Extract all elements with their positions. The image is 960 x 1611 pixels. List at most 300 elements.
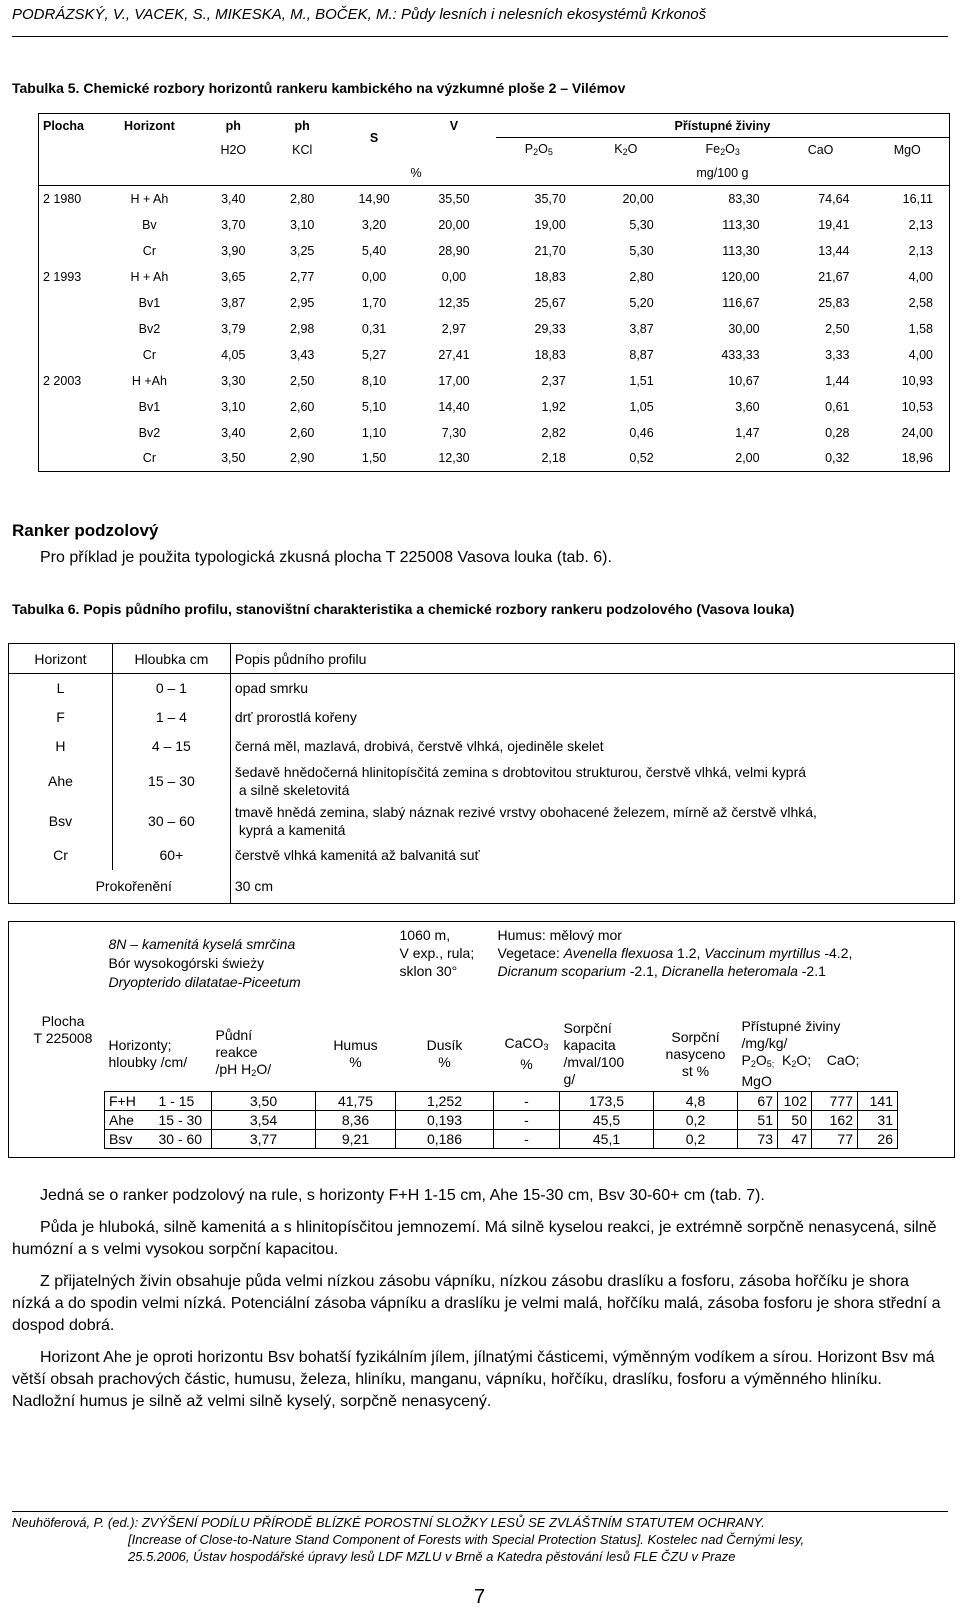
table5-h-p2o5 bbox=[496, 138, 582, 162]
cell-plocha bbox=[39, 420, 101, 446]
table5-h-horizont: Horizont bbox=[124, 118, 175, 133]
cell-value: 35,50 bbox=[438, 191, 470, 206]
table7-plocha-id: T 225008 bbox=[33, 1030, 93, 1046]
cell-horizont: H + Ah bbox=[130, 269, 169, 284]
veg2-val: -4.2, bbox=[820, 945, 853, 961]
table6-h-horizont: Horizont bbox=[9, 644, 113, 674]
table5-h-ph1: ph bbox=[225, 118, 241, 133]
cell-value: 2,98 bbox=[290, 321, 315, 336]
cell-value: 77 bbox=[812, 1130, 858, 1149]
h-pz-elements bbox=[742, 1052, 894, 1073]
h-pz-k: K bbox=[782, 1052, 792, 1068]
cell-value: 1,92 bbox=[541, 399, 566, 414]
cell-value: 777 bbox=[812, 1092, 858, 1111]
cell-plocha bbox=[39, 342, 101, 368]
table7-site-type: 8N – kamenitá kyselá smrčina bbox=[108, 936, 296, 952]
cell-value: 2,80 bbox=[290, 191, 315, 206]
h-pz-p-sub1: 2 bbox=[750, 1059, 756, 1069]
cell-horizont: Bsv bbox=[105, 1130, 155, 1149]
desc-line: šedavě hnědočerná hlinitopísčitá zemina s drobtovitou strukturou, čerstvě vlhká, velmi kyprá bbox=[234, 763, 807, 780]
cell-value: 28,90 bbox=[438, 243, 470, 258]
cell-value: 0,186 bbox=[396, 1130, 494, 1149]
fe2o3-o: O bbox=[725, 142, 735, 157]
cell-value: 21,67 bbox=[818, 269, 850, 284]
table5-h-plocha: Plocha bbox=[43, 118, 84, 133]
footer bbox=[12, 1514, 948, 1565]
running-header: PODRÁZSKÝ, V., VACEK, S., MIKESKA, M., BOČEK, M.: Půdy lesních i nelesních ekosystémů Krkonoš bbox=[12, 6, 707, 23]
cell-value: 3,25 bbox=[290, 243, 315, 258]
cell-depth: 0 – 1 bbox=[112, 674, 230, 703]
h-pz-p-o: O bbox=[755, 1052, 767, 1068]
p2o5-sub2: 5 bbox=[547, 147, 553, 158]
table7 bbox=[104, 925, 898, 1149]
cell-horizont: Cr bbox=[142, 347, 156, 362]
footer-line-3: 25.5.2006, Ústav hospodářské úpravy lesů LDF MZLU v Brně a Katedra pěstování lesů FLE ČZU v Praze bbox=[128, 1549, 736, 1564]
cell-horizont: Bv2 bbox=[138, 425, 161, 440]
cell-value: 4,8 bbox=[654, 1092, 738, 1111]
cell-horizont: H + Ah bbox=[130, 191, 169, 206]
paragraph-4: Horizont Ahe je oproti horizontu Bsv bohatší fyzikálním jílem, jílnatými částicemi, výměnným vodíkem a sírou. Horizont Bsv má větší obsah prachových částic, humusu, železa, hliníku, manganu, vápníku, hořčíku, draslíku, fosforu a výměnného hliníku. Nadložní humus je silně až velmi silně kyselý, sorpčně nenasycený. bbox=[12, 1349, 935, 1410]
h-caco3-sub: 3 bbox=[543, 1042, 549, 1052]
table7-exposure: V exp., rula; bbox=[399, 945, 475, 961]
cell-value: 2,50 bbox=[825, 321, 850, 336]
table5-h-kcl: KCl bbox=[292, 142, 313, 157]
h-pz1: Přístupné živiny bbox=[741, 1018, 841, 1034]
table7-plocha bbox=[28, 1013, 98, 1047]
table-row bbox=[9, 761, 955, 801]
cell-desc bbox=[230, 761, 954, 801]
table7-site bbox=[105, 925, 396, 1017]
table7-plocha-label: Plocha bbox=[41, 1013, 85, 1029]
cell-value: 2,60 bbox=[290, 399, 315, 414]
desc-line-2: a silně skeletovitá bbox=[238, 781, 350, 798]
table6 bbox=[8, 643, 955, 904]
h-pz2: /mg/kg/ bbox=[741, 1035, 788, 1051]
cell-depth: 4 – 15 bbox=[112, 732, 230, 761]
table6-prokoreneni-row bbox=[9, 870, 955, 904]
table7-site-row bbox=[105, 925, 898, 1017]
cell-value: 0,32 bbox=[825, 451, 850, 466]
cell-value: 0,2 bbox=[654, 1130, 738, 1149]
h-ph-end: O/ bbox=[256, 1060, 272, 1077]
h-pz-p-sub2: 5; bbox=[766, 1059, 775, 1069]
table-row bbox=[39, 186, 950, 212]
h-ph-text: /pH H bbox=[215, 1060, 252, 1077]
cell-plocha: 2 1980 bbox=[43, 191, 82, 206]
cell-horizont: F+H bbox=[105, 1092, 155, 1111]
cell-value: 3,54 bbox=[212, 1111, 316, 1130]
table6-caption bbox=[12, 601, 794, 617]
table5-h-pristupne: Přístupné živiny bbox=[496, 114, 950, 138]
cell-horizont: L bbox=[9, 674, 113, 703]
cell-value: 0,00 bbox=[441, 269, 467, 284]
cell-horizont: Cr bbox=[142, 451, 156, 466]
h-caco3-u: % bbox=[520, 1056, 533, 1072]
table5-h-empty1 bbox=[39, 138, 101, 162]
cell-value: 116,67 bbox=[722, 295, 760, 310]
cell-value: 2,80 bbox=[629, 269, 654, 284]
table5-header-row-2 bbox=[39, 138, 950, 162]
table-row bbox=[39, 290, 950, 316]
cell-horizont: H bbox=[9, 732, 113, 761]
table-row bbox=[105, 1111, 898, 1130]
cell-value: 29,33 bbox=[534, 321, 566, 336]
cell-depth: 30 – 60 bbox=[112, 801, 230, 841]
cell-value: 50 bbox=[778, 1111, 812, 1130]
table-row bbox=[39, 212, 950, 238]
cell-value: 18,96 bbox=[901, 451, 933, 466]
cell-value: 3,10 bbox=[290, 217, 315, 232]
h-sn2: nasyceno bbox=[665, 1045, 726, 1062]
cell-value: 1,10 bbox=[361, 425, 387, 440]
cell-value: 2,50 bbox=[290, 373, 315, 388]
h-dusik-u: % bbox=[438, 1054, 451, 1070]
table5-h-ph2: ph bbox=[294, 118, 310, 133]
cell-value: 10,67 bbox=[728, 373, 760, 388]
cell-depth: 1 - 15 bbox=[155, 1092, 212, 1111]
table-row bbox=[39, 420, 950, 446]
table7-h-dusik bbox=[396, 1017, 494, 1092]
table5-h-s: S bbox=[369, 130, 379, 145]
table7-h-horizonty bbox=[105, 1017, 212, 1092]
cell-value: 21,70 bbox=[534, 243, 566, 258]
table-row bbox=[39, 316, 950, 342]
h-pz-k-o: O; bbox=[796, 1052, 812, 1068]
desc-line: opad smrku bbox=[234, 680, 309, 697]
cell-value: 14,40 bbox=[438, 399, 470, 414]
table5-label: Tabulka 5. bbox=[12, 80, 80, 96]
cell-value: 31 bbox=[858, 1111, 898, 1130]
cell-value: 7,30 bbox=[441, 425, 467, 440]
table7-h-caco3 bbox=[494, 1017, 560, 1092]
cell-value: - bbox=[494, 1111, 560, 1130]
veg1: Avenella flexuosa bbox=[563, 945, 674, 961]
cell-value: 8,36 bbox=[316, 1111, 396, 1130]
table-row bbox=[9, 674, 955, 703]
cell-value: 173,5 bbox=[560, 1092, 654, 1111]
cell-depth: 1 – 4 bbox=[112, 703, 230, 732]
cell-value: 2,18 bbox=[541, 451, 566, 466]
cell-value: 2,97 bbox=[441, 321, 467, 336]
cell-value: 14,90 bbox=[358, 191, 390, 206]
table7-site-sk: Bór wysokogórski świeży bbox=[108, 955, 265, 971]
cell-depth: 60+ bbox=[112, 841, 230, 870]
h-sk1: Sorpční bbox=[563, 1020, 612, 1036]
veg-label: Vegetace: bbox=[497, 945, 564, 961]
cell-desc bbox=[230, 841, 954, 870]
footer-line-1: Neuhöferová, P. (ed.): ZVÝŠENÍ PODÍLU PŘÍRODĚ BLÍZKÉ POROSTNÍ SLOŽKY LESŮ SE ZVLÁŠTNÍM STATUTEM OCHRANY. bbox=[12, 1515, 765, 1530]
cell-value: 3,50 bbox=[221, 451, 246, 466]
cell-value: 2,60 bbox=[290, 425, 315, 440]
cell-plocha bbox=[39, 446, 101, 472]
cell-horizont: Cr bbox=[9, 841, 113, 870]
cell-value: 67 bbox=[738, 1092, 778, 1111]
table7-h-reakce bbox=[212, 1017, 316, 1092]
table5-h-empty3 bbox=[412, 138, 496, 162]
h-pz-k-sub: 2 bbox=[791, 1059, 797, 1069]
table5-h-mg100g: mg/100 g bbox=[496, 162, 950, 186]
cell-value: 162 bbox=[812, 1111, 858, 1130]
cell-horizont: Cr bbox=[142, 243, 156, 258]
section-intro: Pro příklad je použita typologická zkusná plocha T 225008 Vasova louka (tab. 6). bbox=[40, 549, 612, 566]
cell-value: 5,30 bbox=[629, 217, 654, 232]
paragraph-2: Půda je hluboká, silně kamenitá a s hlinitopísčitou jemnozemí. Má silně kyselou reakci, je extrémně sorpčně nenasycená, silně humózní a s velmi vysokou sorpční kapacitou. bbox=[12, 1219, 937, 1258]
table-row bbox=[105, 1130, 898, 1149]
table7-humus-form: Humus: mělový mor bbox=[497, 927, 622, 943]
table7-h-pristupne bbox=[738, 1017, 898, 1092]
table6-header-row bbox=[9, 644, 955, 674]
cell-value: 26 bbox=[858, 1130, 898, 1149]
cell-value: 2,00 bbox=[735, 451, 760, 466]
cell-value: 2,13 bbox=[908, 243, 933, 258]
cell-plocha bbox=[39, 238, 101, 264]
cell-value: 19,00 bbox=[534, 217, 566, 232]
table6-body bbox=[9, 674, 955, 870]
cell-value: 74,64 bbox=[818, 191, 850, 206]
cell-value: 3,10 bbox=[221, 399, 246, 414]
cell-value: 17,00 bbox=[438, 373, 470, 388]
table-row bbox=[39, 394, 950, 420]
table7-header-row bbox=[105, 1017, 898, 1092]
cell-value: 20,00 bbox=[622, 191, 654, 206]
cell-value: 0,61 bbox=[825, 399, 850, 414]
cell-value: 4,05 bbox=[221, 347, 246, 362]
cell-value: 0,46 bbox=[629, 425, 654, 440]
h-hloubky: hloubky /cm/ bbox=[108, 1054, 188, 1070]
cell-value: 1,05 bbox=[629, 399, 654, 414]
cell-value: 24,00 bbox=[901, 425, 933, 440]
veg2: Vaccinum myrtillus bbox=[704, 945, 821, 961]
cell-value: 0,52 bbox=[629, 451, 654, 466]
cell-value: 1,58 bbox=[908, 321, 933, 336]
cell-value: 5,10 bbox=[361, 399, 387, 414]
cell-value: 141 bbox=[858, 1092, 898, 1111]
cell-value: 5,30 bbox=[629, 243, 654, 258]
table7-geo bbox=[396, 925, 494, 1017]
table7-veg-line2 bbox=[498, 962, 894, 980]
paragraph-3: Z přijatelných živin obsahuje půda velmi nízkou zásobu vápníku, nízkou zásobu draslíku a fosforu, zásoba hořčíku je shora nízká a do spodin velmi nízká. Potenciální zásoba vápníku a draslíku je velmi malá, hořčíku malá, zásoba fosforu je shora střední a dospod dobrá. bbox=[12, 1273, 941, 1334]
cell-desc bbox=[230, 732, 954, 761]
p-symbol: P bbox=[524, 142, 534, 157]
table6-label: Tabulka 6. bbox=[12, 601, 80, 617]
cell-horizont: Bsv bbox=[9, 801, 113, 841]
table7-h-humus bbox=[316, 1017, 396, 1092]
table7-altitude: 1060 m, bbox=[399, 927, 451, 943]
cell-desc bbox=[230, 703, 954, 732]
veg4-val: -2.1 bbox=[797, 963, 826, 979]
veg3-val: -2.1, bbox=[625, 963, 662, 979]
cell-horizont: Ahe bbox=[9, 761, 113, 801]
veg1-val: 1.2, bbox=[673, 945, 705, 961]
cell-plocha bbox=[39, 394, 101, 420]
cell-value: 3,70 bbox=[221, 217, 246, 232]
table7-slope: sklon 30° bbox=[399, 963, 458, 979]
table5-header-row-1 bbox=[39, 114, 950, 138]
h-humus: Humus bbox=[333, 1037, 378, 1053]
h-sn1: Sorpční bbox=[671, 1028, 720, 1045]
cell-value: 3,90 bbox=[221, 243, 246, 258]
table7-body bbox=[105, 1092, 898, 1149]
cell-value: 73 bbox=[738, 1130, 778, 1149]
cell-horizont: F bbox=[9, 703, 113, 732]
cell-value: 12,30 bbox=[438, 451, 470, 466]
cell-value: 47 bbox=[778, 1130, 812, 1149]
cell-desc bbox=[230, 674, 954, 703]
cell-value: 3,20 bbox=[361, 217, 387, 232]
table-row bbox=[39, 264, 950, 290]
table-row bbox=[39, 368, 950, 394]
table-row bbox=[39, 446, 950, 472]
cell-depth: 15 – 30 bbox=[112, 761, 230, 801]
table5-h-v: V bbox=[449, 118, 459, 133]
table7-h-sorpcni-kapacita bbox=[560, 1017, 654, 1092]
fe2o3-sub2: 3 bbox=[734, 147, 740, 158]
table5-h-empty2 bbox=[100, 138, 198, 162]
cell-value: 3,79 bbox=[221, 321, 246, 336]
cell-plocha: 2 2003 bbox=[43, 373, 82, 388]
cell-value: 18,83 bbox=[534, 347, 566, 362]
desc-line-2: kyprá a kamenitá bbox=[238, 821, 346, 838]
table7-site-latin: Dryopterido dilatatae-Piceetum bbox=[108, 974, 301, 990]
fe-symbol: Fe bbox=[705, 142, 721, 157]
cell-plocha: 2 1993 bbox=[43, 269, 82, 284]
desc-line: drť prorostlá kořeny bbox=[234, 709, 357, 725]
cell-plocha bbox=[39, 316, 101, 342]
veg4: Dicranella heteromala bbox=[661, 963, 798, 979]
table5-body bbox=[39, 186, 950, 472]
table5-title: Chemické rozbory horizontů rankeru kambického na výzkumné ploše 2 – Vilémov bbox=[83, 80, 626, 96]
cell-value: 1,70 bbox=[361, 295, 387, 310]
cell-value: 12,35 bbox=[438, 295, 470, 310]
p2o5-sub1: 2 bbox=[533, 147, 539, 158]
h-sk2: kapacita bbox=[563, 1037, 616, 1053]
cell-value: 2,90 bbox=[290, 451, 315, 466]
cell-value: 3,60 bbox=[735, 399, 760, 414]
h-ph bbox=[216, 1061, 312, 1082]
cell-value: 0,193 bbox=[396, 1111, 494, 1130]
h-humus-u: % bbox=[349, 1054, 362, 1070]
cell-value: 3,40 bbox=[221, 191, 246, 206]
cell-value: 45,1 bbox=[560, 1130, 654, 1149]
paragraph-1: Jedná se o ranker podzolový na rule, s horizonty F+H 1-15 cm, Ahe 15-30 cm, Bsv 30-60+ cm (tab. 7). bbox=[40, 1187, 765, 1204]
table5-h-h2o: H2O bbox=[220, 142, 247, 157]
h-sk3: /mval/100 bbox=[563, 1054, 625, 1070]
cell-value: 3,77 bbox=[212, 1130, 316, 1149]
cell-plocha bbox=[39, 290, 101, 316]
footer-line-2: [Increase of Close-to-Nature Stand Component of Forests with Special Protection Status]. Kostelec nad Černými lesy, bbox=[128, 1532, 805, 1547]
table-row bbox=[9, 801, 955, 841]
cell-value: 0,31 bbox=[361, 321, 387, 336]
table6-title: Popis půdního profilu, stanovištní charakteristika a chemické rozbory rankeru podzolového (Vasova louka) bbox=[83, 601, 795, 617]
cell-depth: 15 - 30 bbox=[155, 1111, 212, 1130]
k-symbol: K bbox=[614, 142, 623, 157]
fe2o3-sub1: 2 bbox=[720, 147, 726, 158]
veg3: Dicranum scoparium bbox=[497, 963, 626, 979]
h-ph-sub: 2 bbox=[251, 1067, 257, 1078]
cell-value: 102 bbox=[778, 1092, 812, 1111]
cell-value: 3,87 bbox=[221, 295, 246, 310]
cell-horizont: Ahe bbox=[105, 1111, 155, 1130]
cell-value: - bbox=[494, 1130, 560, 1149]
cell-value: 10,93 bbox=[901, 373, 933, 388]
cell-value: 3,33 bbox=[825, 347, 850, 362]
cell-value: 3,43 bbox=[290, 347, 315, 362]
h-sk4: g/ bbox=[563, 1071, 576, 1087]
cell-value: 113,30 bbox=[722, 217, 760, 232]
cell-value: 51 bbox=[738, 1111, 778, 1130]
cell-value: 2,95 bbox=[290, 295, 315, 310]
desc-line: tmavě hnědá zemina, slabý náznak rezivé vrstvy obohacené železem, mírně až čerstvě vlhká, bbox=[234, 803, 817, 820]
cell-value: 35,70 bbox=[534, 191, 566, 206]
cell-value: 0,2 bbox=[654, 1111, 738, 1130]
cell-value: 120,00 bbox=[721, 269, 760, 284]
cell-value: 5,27 bbox=[361, 347, 387, 362]
cell-desc bbox=[230, 801, 954, 841]
table-row bbox=[9, 703, 955, 732]
cell-value: 1,44 bbox=[825, 373, 850, 388]
desc-line: čerstvě vlhká kamenitá až balvanitá suť bbox=[234, 847, 480, 863]
table7-veg-line1 bbox=[498, 944, 894, 962]
cell-horizont: H +Ah bbox=[131, 373, 167, 388]
p2o5-o: O bbox=[538, 142, 548, 157]
footer-rule bbox=[12, 1511, 948, 1512]
cell-value: 9,21 bbox=[316, 1130, 396, 1149]
cell-value: 83,30 bbox=[728, 191, 760, 206]
table6-h-popis: Popis půdního profilu bbox=[230, 644, 954, 674]
h-pudni: Půdní bbox=[215, 1026, 253, 1043]
page-number: 7 bbox=[474, 1586, 486, 1608]
cell-value: 18,83 bbox=[534, 269, 566, 284]
cell-value: 433,33 bbox=[721, 347, 760, 362]
cell-value: 1,51 bbox=[629, 373, 654, 388]
cell-value: 25,67 bbox=[534, 295, 566, 310]
cell-value: 3,65 bbox=[221, 269, 246, 284]
table5-header-row-3 bbox=[39, 162, 950, 186]
cell-value: 4,00 bbox=[908, 269, 933, 284]
cell-value: 2,13 bbox=[908, 217, 933, 232]
cell-value: 0,28 bbox=[825, 425, 850, 440]
cell-value: 2,58 bbox=[908, 295, 933, 310]
cell-value: 3,30 bbox=[221, 373, 246, 388]
cell-value: 2,77 bbox=[290, 269, 315, 284]
table5-h-empty4 bbox=[39, 162, 337, 186]
h-pz-p: P bbox=[741, 1052, 751, 1068]
h-pz-ca: CaO; bbox=[826, 1052, 860, 1068]
table5 bbox=[38, 113, 950, 472]
cell-value: 3,87 bbox=[629, 321, 654, 336]
table5-caption bbox=[12, 80, 625, 96]
h-caco3 bbox=[498, 1035, 556, 1056]
k2o-sub: 2 bbox=[622, 147, 628, 158]
table6-prokoreneni-label: Prokořenění bbox=[9, 870, 231, 904]
section-title: Ranker podzolový bbox=[12, 521, 159, 540]
cell-horizont: Bv2 bbox=[138, 321, 161, 336]
table7-vegetation bbox=[494, 925, 898, 1017]
h-dusik: Dusík bbox=[426, 1037, 463, 1053]
k2o-o: O bbox=[627, 142, 638, 157]
h-pz-mg: MgO bbox=[741, 1073, 772, 1089]
cell-value: - bbox=[494, 1092, 560, 1111]
cell-value: 3,40 bbox=[221, 425, 246, 440]
cell-value: 4,00 bbox=[908, 347, 933, 362]
cell-value: 5,40 bbox=[361, 243, 387, 258]
table5-h-cao: CaO bbox=[807, 142, 834, 157]
h-caco3-text: CaCO bbox=[504, 1035, 544, 1051]
table7-h-sorpcni-nasyceno bbox=[654, 1017, 738, 1092]
table5-h-fe2o3 bbox=[670, 138, 776, 162]
cell-value: 41,75 bbox=[316, 1092, 396, 1111]
h-sn3: st % bbox=[681, 1062, 710, 1079]
